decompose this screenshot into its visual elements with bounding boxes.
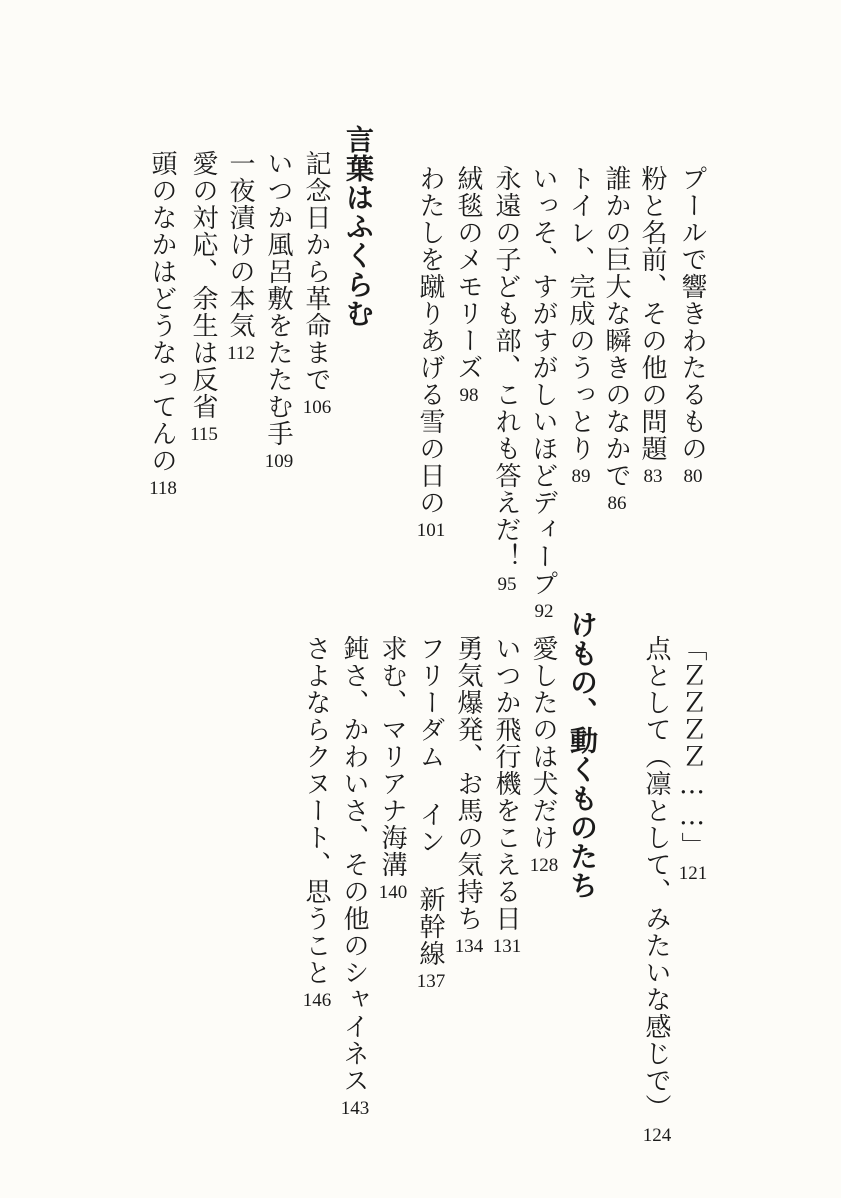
toc-entry [523, 635, 565, 877]
toc-entry [560, 165, 602, 488]
toc-entry [448, 635, 490, 958]
entry-page-number: 101 [416, 520, 446, 541]
toc-entry [183, 150, 225, 446]
entry-page-number: 118 [149, 478, 177, 499]
toc-entry [296, 150, 338, 419]
entry-title: トイレ、完成のうっとり [565, 165, 595, 462]
entry-page-number: 134 [454, 936, 484, 957]
entry-title: 記念日から革命まで [301, 150, 331, 393]
entry-page-number: 137 [416, 971, 446, 992]
entry-page-number: 109 [264, 451, 294, 472]
entry-page-number: 98 [459, 385, 479, 406]
toc-entry [448, 165, 490, 407]
entry-page-number: 146 [302, 990, 332, 1011]
entry-title: 鈍さ、かわいさ、その他のシャイネス [339, 635, 369, 1094]
entry-title: いつか飛行機をこえる日 [491, 635, 521, 932]
entry-title: 愛の対応、余生は反省 [188, 150, 218, 420]
toc-entry [372, 635, 414, 904]
entry-page-number: 121 [678, 863, 708, 884]
entry-page-number: 92 [534, 601, 554, 622]
toc-entry [410, 635, 452, 993]
entry-title: 愛したのは犬だけ [528, 635, 558, 851]
toc-entry [596, 165, 638, 515]
toc-entry [296, 635, 338, 1012]
entry-title: 一夜漬けの本気 [225, 150, 255, 339]
section-heading [338, 125, 380, 328]
entry-page-number: 143 [340, 1098, 370, 1119]
toc-entry [334, 635, 376, 1120]
entry-page-number: 115 [190, 424, 218, 445]
toc-entry [142, 150, 184, 500]
entry-title: 求む、マリアナ海溝 [377, 635, 407, 878]
entry-page-number: 83 [643, 466, 663, 487]
entry-title: 誰かの巨大な瞬きのなかで [601, 165, 631, 489]
entry-page-number: 140 [378, 882, 408, 903]
entry-title: 「ＺＺＺＺ……」 [677, 635, 707, 859]
toc-entry [672, 165, 714, 488]
toc-entry [410, 165, 452, 542]
entry-title: わたしを蹴りあげる雪の日の [415, 165, 445, 516]
entry-page-number: 95 [497, 574, 517, 595]
entry-page-number: 89 [571, 466, 591, 487]
toc-entry [220, 150, 262, 365]
entry-title: いっそ、すがすがしいほどディープ [528, 165, 558, 597]
entry-title: プールで響きわたるもの [677, 165, 707, 462]
entry-title: さよならクヌート、思うこと [301, 635, 331, 986]
entry-page-number: 112 [227, 343, 255, 364]
section-heading-title: 言葉はふくらむ [342, 125, 375, 328]
entry-title: 粉と名前、その他の問題 [637, 165, 667, 462]
entry-page-number: 106 [302, 397, 332, 418]
entry-title: 永遠の子ども部、これも答えだ！ [491, 165, 521, 570]
toc-entry [486, 635, 528, 958]
entry-page-number: 80 [683, 466, 703, 487]
entry-title: 点として（凛として、みたいな感じで） [641, 635, 671, 1121]
entry-title: いつか風呂敷をたたむ手 [263, 150, 293, 447]
entry-page-number: 86 [607, 493, 627, 514]
entry-page-number: 131 [492, 936, 522, 957]
entry-title: 頭のなかはどうなってんの [147, 150, 177, 474]
entry-title: 絨毯のメモリーズ [453, 165, 483, 381]
toc-entry [636, 635, 678, 1147]
section-heading-title: けもの、動くものたち [566, 610, 599, 900]
entry-page-number: 128 [529, 855, 559, 876]
entry-title: 勇気爆発、お馬の気持ち [453, 635, 483, 932]
entry-page-number: 124 [642, 1125, 672, 1146]
section-heading [562, 610, 604, 900]
entry-title: フリーダム イン 新幹線 [415, 635, 445, 967]
toc-entry [672, 635, 714, 885]
toc-entry [258, 150, 300, 473]
toc-entry [632, 165, 674, 488]
toc-entry [523, 165, 565, 623]
toc-entry [486, 165, 528, 596]
